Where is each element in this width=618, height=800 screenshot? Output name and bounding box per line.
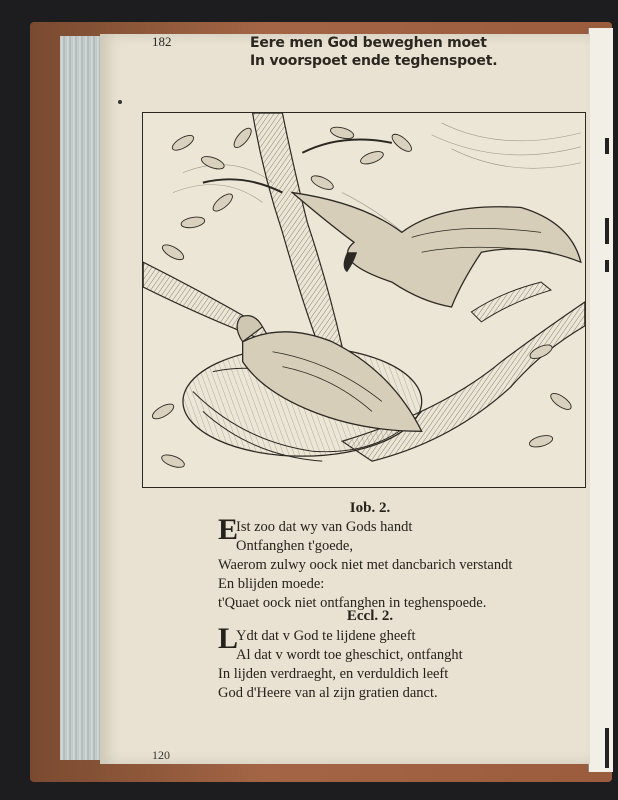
page-header — [250, 34, 498, 70]
verse-reference-job: Iob. 2. — [349, 500, 391, 516]
ink-dot — [118, 100, 122, 104]
page-number: 182 — [152, 34, 172, 49]
verse-line: Ydt dat v God te lijdene gheeft — [236, 628, 416, 644]
facing-page-edge — [588, 28, 613, 772]
verse-line: Ist zoo dat wy van Gods handt — [236, 519, 413, 535]
verse-line: Waerom zulwy oock niet met dancbarich verstandt — [218, 557, 513, 573]
verse-line: En blijden moede: — [218, 576, 325, 592]
verse-line: Ontfanghen t'goede, — [236, 538, 353, 554]
header-line-1: Eere men God beweghen moet — [250, 35, 487, 51]
page-edge — [60, 36, 104, 760]
drop-initial-e: E — [218, 513, 239, 546]
verse-job — [218, 518, 558, 613]
verse-line: In lijden verdraeght, en verduldich leeft — [218, 666, 449, 682]
verse-eccl — [218, 627, 558, 703]
verse-reference-eccl: Eccl. 2. — [346, 608, 394, 624]
drop-initial-l: L — [218, 622, 239, 655]
verse-line: t'Quaet oock niet ontfanghen in teghenspoede. — [218, 595, 487, 611]
engraving-illustration — [142, 112, 586, 488]
signature-mark: 120 — [152, 748, 170, 762]
verse-line: Al dat v wordt toe gheschict, ontfanght — [236, 647, 463, 663]
header-line-2: In voorspoet ende teghenspoet. — [250, 53, 498, 69]
verse-line: God d'Heere van al zijn gratien danct. — [218, 685, 438, 701]
eagle-nest-engraving — [143, 113, 585, 487]
